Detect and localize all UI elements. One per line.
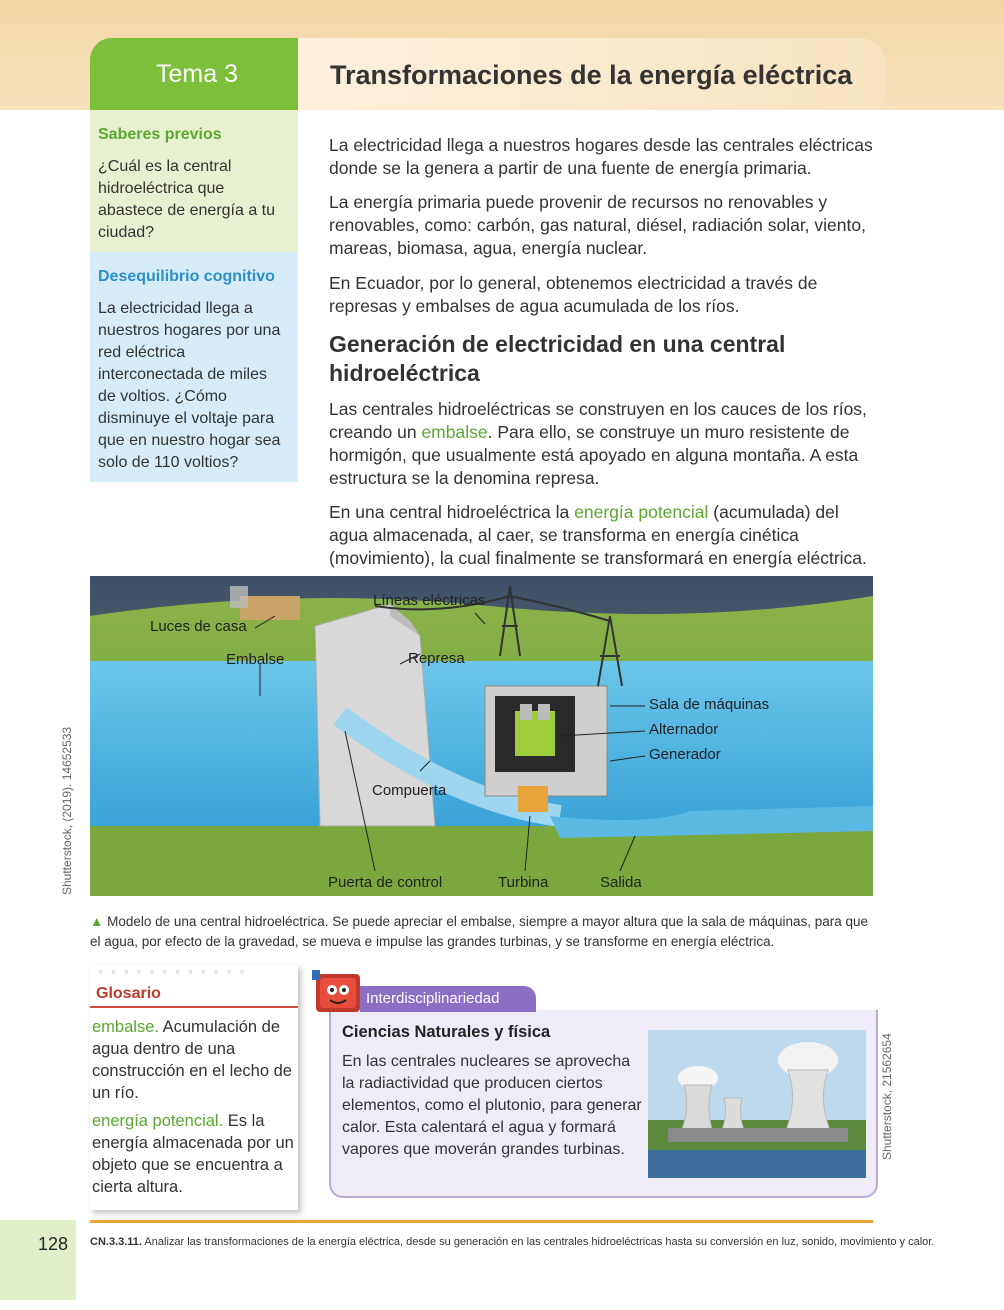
section-heading: Generación de electricidad en una central hidroeléctrica	[329, 331, 786, 386]
page-title: Transformaciones de la energía eléctrica	[330, 60, 853, 90]
interdisciplinary-text: En las centrales nucleares se aprovecha la radiactividad que producen ciertos elementos, como el plutonio, para generar calor. Esta calentará el agua y formará vapores que moverán grandes turbinas.	[342, 1053, 642, 1158]
p5-text-a: En una central hidroeléctrica la	[329, 502, 575, 522]
saberes-box	[90, 110, 298, 252]
glossary-term: energía potencial.	[92, 1112, 224, 1130]
label-compuerta: Compuerta	[372, 782, 447, 799]
paragraph-5	[329, 501, 874, 570]
saberes-title: Saberes previos	[98, 126, 222, 143]
title-bar	[298, 38, 886, 110]
desequilibrio-text: La electricidad llega a nuestros hogares por una red eléctrica interconectada de miles de voltios. ¿Cómo disminuye el voltaje para que en nuestro hogar sea solo de 110 voltios?	[98, 300, 281, 471]
glossary-def: Acumulación de agua dentro de una construcción en el lecho de un río.	[92, 1018, 292, 1102]
figure-credit	[60, 726, 80, 1095]
book-character-icon	[310, 966, 366, 1018]
glossary-term: embalse.	[92, 1018, 159, 1036]
glossary-title: Glosario	[96, 985, 161, 1002]
hydro-diagram	[90, 576, 873, 896]
p4-text-a: Las centrales hidroeléctricas se construyen en los cauces de los ríos, creando un	[329, 399, 867, 442]
paragraph-1: La electricidad llega a nuestros hogares desde las centrales eléctricas donde se la genera a partir de una fuente de energía primaria.	[329, 135, 873, 178]
figure-credit-text: Shutterstock, (2019). 14652533	[60, 726, 74, 895]
glossary-entry-energia	[92, 1110, 296, 1198]
label-sala: Sala de máquinas	[649, 696, 770, 713]
footer-divider	[90, 1220, 873, 1223]
p4-text-b: . Para ello, se construye un muro resistente de hormigón, que usualmente está apoyado en alguna montaña. A esta estructura se la denomina represa.	[329, 422, 859, 488]
page-number-band	[0, 1220, 76, 1300]
interdisciplinary-tab	[360, 986, 536, 1012]
p4-highlight: embalse	[421, 422, 488, 442]
label-alternador: Alternador	[649, 721, 719, 738]
topic-tab	[90, 38, 298, 110]
label-embalse: Embalse	[226, 651, 285, 668]
desequilibrio-title: Desequilibrio cognitivo	[98, 268, 275, 285]
glossary-def: Es la energía almacenada por un objeto que se encuentra a cierta altura.	[92, 1112, 294, 1196]
label-lineas: Líneas eléctricas	[373, 592, 486, 609]
paragraph-3: En Ecuador, por lo general, obtenemos electricidad a través de represas y embalses de agua acumulada de los ríos.	[329, 273, 818, 316]
label-represa: Represa	[408, 650, 465, 667]
glossary-entry-embalse	[92, 1016, 296, 1104]
footer-note	[90, 1236, 935, 1248]
page-number: 128	[38, 1234, 69, 1254]
label-puerta: Puerta de control	[328, 874, 443, 891]
nuclear-plant-image	[648, 1030, 866, 1178]
desequilibrio-box	[90, 252, 298, 482]
figure-caption	[90, 912, 880, 952]
label-salida: Salida	[600, 874, 642, 891]
spiral-rings-icon: ◦ ◦ ◦ ◦ ◦ ◦ ◦ ◦ ◦ ◦ ◦ ◦	[98, 963, 247, 979]
glossary-divider	[90, 1006, 298, 1008]
label-generador: Generador	[649, 746, 721, 763]
photo-credit	[880, 1033, 900, 1310]
caption-text: Modelo de una central hidroeléctrica. Se puede apreciar el embalse, siempre a mayor altura que la sala de máquinas, para que el agua, por efecto de la gravedad, se mueva e impulse las grandes turbinas, y se transforme en energía eléctrica.	[90, 914, 869, 949]
label-turbina: Turbina	[498, 874, 549, 891]
interdisciplinary-title: Ciencias Naturales y física	[342, 1023, 551, 1041]
label-luces: Luces de casa	[150, 618, 247, 635]
footer-text: Analizar las transformaciones de la energía eléctrica, desde su generación en las centrales hidroeléctricas hasta su conversión en luz, sonido, movimiento y calor.	[141, 1236, 935, 1248]
triangle-icon: ▲	[90, 914, 108, 929]
photo-credit-text: Shutterstock, 21562654	[880, 1033, 894, 1160]
paragraph-2: La energía primaria puede provenir de recursos no renovables y renovables, como: carbón, gas natural, diésel, radiación solar, viento, mareas, biomasa, agua, energía nuclear.	[329, 192, 866, 258]
footer-code: CN.3.3.11.	[90, 1236, 142, 1248]
interdisciplinary-label: Interdisciplinariedad	[366, 990, 500, 1007]
saberes-text: ¿Cuál es la central hidroeléctrica que abastece de energía a tu ciudad?	[98, 158, 276, 241]
p5-text-b: (acumulada) del agua almacenada, al caer, se transforma en energía cinética (movimiento), la cual finalmente se transformará en energía eléctrica.	[329, 502, 867, 568]
paragraph-4	[329, 398, 874, 490]
p5-highlight: energía potencial	[574, 502, 709, 522]
topic-label: Tema 3	[156, 60, 238, 88]
